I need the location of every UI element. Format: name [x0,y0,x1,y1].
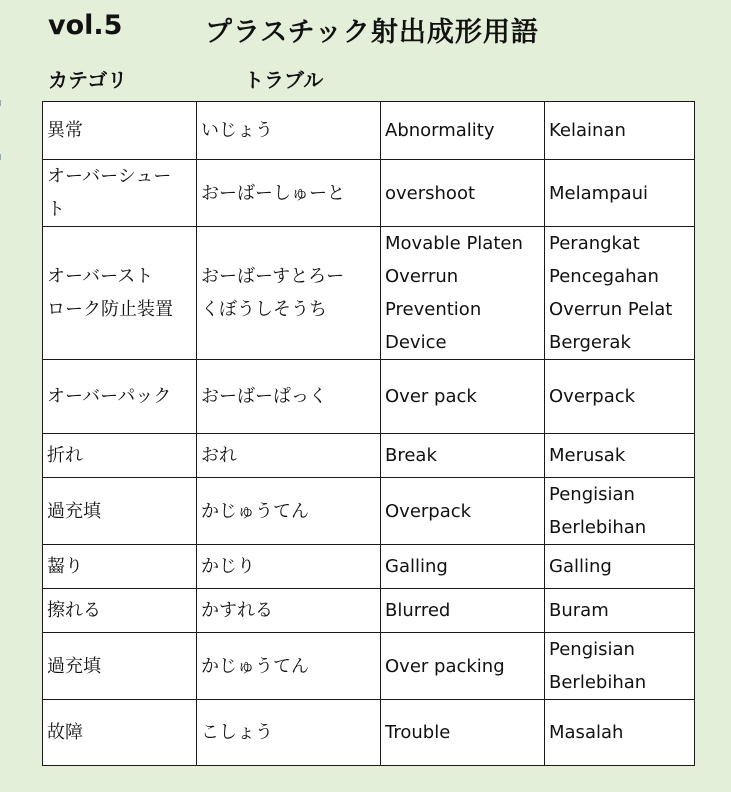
indonesian-cell: Perangkat Pencegahan Overrun Pelat Bergerak [545,227,695,360]
reading-cell: かすれる [197,589,381,633]
term-cell: 過充填 [43,633,197,700]
term-cell: 過充填 [43,478,197,545]
reading-cell: おーばーぱっく [197,360,381,434]
table-row [43,102,695,160]
table-row [43,478,695,545]
reading-cell: かじゅうてん [197,633,381,700]
reading-cell: おーばーしゅーと [197,160,381,227]
edge-marker [0,100,1,106]
indonesian-cell: Merusak [545,434,695,478]
table-row [43,434,695,478]
english-cell: Break [381,434,545,478]
english-cell: Trouble [381,700,545,766]
glossary-table [42,101,695,766]
term-cell: 擦れる [43,589,197,633]
indonesian-cell: Kelainan [545,102,695,160]
reading-cell: かじり [197,545,381,589]
category-row [48,64,648,94]
english-cell: Blurred [381,589,545,633]
english-cell: Over pack [381,360,545,434]
term-cell: オーバーシュー ト [43,160,197,227]
term-cell: 故障 [43,700,197,766]
indonesian-cell: Melampaui [545,160,695,227]
term-cell: 齧り [43,545,197,589]
term-cell: 異常 [43,102,197,160]
term-cell: 折れ [43,434,197,478]
table-row [43,360,695,434]
english-cell: Movable Platen Overrun Prevention Device [381,227,545,360]
english-cell: overshoot [381,160,545,227]
table-row [43,227,695,360]
indonesian-cell: Overpack [545,360,695,434]
table-row [43,589,695,633]
indonesian-cell: Masalah [545,700,695,766]
english-cell: Abnormality [381,102,545,160]
table-row [43,633,695,700]
edge-marker [0,154,1,160]
page-title: プラスチック射出成形用語 [205,17,539,48]
volume-label: vol.5 [48,10,123,41]
english-cell: Over packing [381,633,545,700]
table-row [43,160,695,227]
indonesian-cell: Galling [545,545,695,589]
category-label: カテゴリ [48,68,128,92]
table-row [43,545,695,589]
english-cell: Galling [381,545,545,589]
reading-cell: おーばーすとろー くぼうしそうち [197,227,381,360]
reading-cell: かじゅうてん [197,478,381,545]
term-cell: オーバーパック [43,360,197,434]
indonesian-cell: Pengisian Berlebihan [545,478,695,545]
title-row [48,8,728,48]
indonesian-cell: Pengisian Berlebihan [545,633,695,700]
table-row [43,700,695,766]
term-cell: オーバースト ローク防止装置 [43,227,197,360]
indonesian-cell: Buram [545,589,695,633]
reading-cell: こしょう [197,700,381,766]
subcategory-label: トラブル [244,68,324,92]
reading-cell: おれ [197,434,381,478]
reading-cell: いじょう [197,102,381,160]
english-cell: Overpack [381,478,545,545]
